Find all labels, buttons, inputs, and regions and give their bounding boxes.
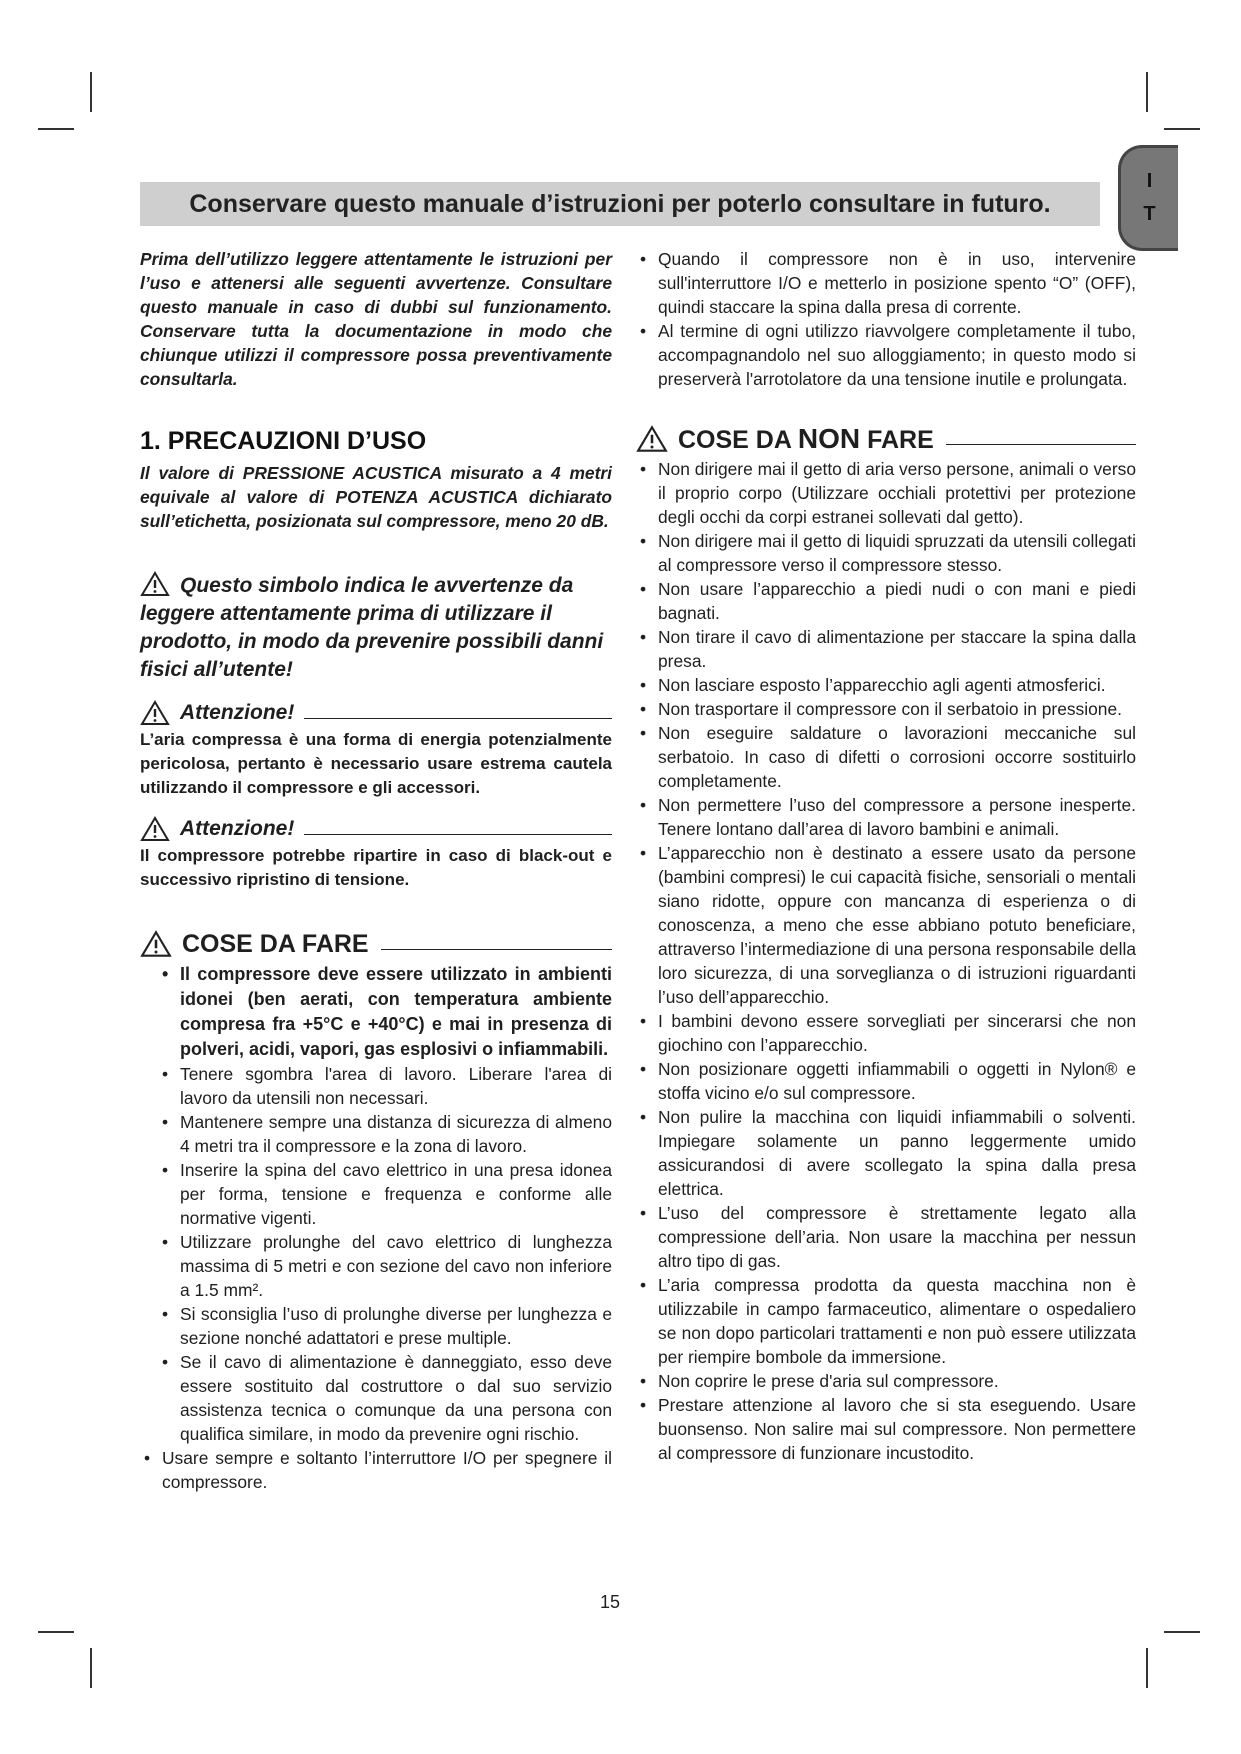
list-item: • Non pulire la macchina con liquidi infiammabili o solventi. Impiegare solamente un panno leggermente umido assicurandosi di avere scollegato la spina dalla presa elettrica. [636,1105,1136,1201]
dos-list [140,962,612,1062]
list-item: • Non permettere l’uso del compressore a persone inesperte. Tenere lontano dall’area di lavoro bambini e animali. [636,793,1136,841]
warning-icon [140,700,170,726]
list-item: • Il compressore deve essere utilizzato in ambienti idonei (ben aerati, con temperatura ambiente compresa fra +5°C e +40°C) e mai in presenza di polveri, acidi, vapori, gas esplosivi o infiammabili. [158,962,612,1062]
list-item: • Utilizzare prolunghe del cavo elettrico di lunghezza massima di 5 metri e con sezione del cavo non inferiore a 1.5 mm². [158,1230,612,1302]
usage-list [636,247,1136,391]
list-item: • Al termine di ogni utilizzo riavvolgere completamente il tubo, accompagnandolo nel suo alloggiamento; in questo modo si preserverà l'arrotolatore da una tensione inutile e prolungata. [636,319,1136,391]
language-tab [1118,145,1178,251]
pressure-note: Il valore di PRESSIONE ACUSTICA misurato a 4 metri equivale al valore di POTENZA ACUSTICA dichiarato sull’etichetta, posizionata sul compressore, meno 20 dB. [140,463,612,531]
list-item: • Non tirare il cavo di alimentazione per staccare la spina dalla presa. [636,625,1136,673]
heading-rule [304,718,612,719]
donts-title-part: COSE DA [678,425,798,454]
language-tab-letter: T [1143,203,1156,225]
heading-rule [946,444,1136,445]
page-title: Conservare questo manuale d’istruzioni per poterlo consultare in futuro. [189,189,1051,218]
language-tab-letter: I [1146,170,1153,192]
donts-title [678,422,934,454]
list-item: • Si sconsiglia l’uso di prolunghe diverse per lunghezza e sezione nonché adattatori e prese multiple. [158,1302,612,1350]
crop-mark [1146,1648,1148,1688]
crop-mark [90,1648,92,1688]
list-item: • Usare sempre e soltanto l’interruttore I/O per spegnere il compressore. [140,1446,612,1494]
section-heading: 1. PRECAUZIONI D’USO [140,427,427,455]
list-item: • Mantenere sempre una distanza di sicurezza di almeno 4 metri tra il compressore e la zona di lavoro. [158,1110,612,1158]
heading-rule [381,949,612,950]
attention-heading [140,816,612,842]
crop-mark [1164,1631,1200,1633]
donts-title-emphasis: NON [797,422,861,454]
list-item: • Non trasportare il compressore con il serbatoio in pressione. [636,697,1136,721]
list-item: • Se il cavo di alimentazione è danneggiato, esso deve essere sostituito dal costruttore o dal suo servizio assistenza tecnica o comunque da una persona con qualifica similare, in modo da prevenire ogni rischio. [158,1350,612,1446]
crop-mark [1146,72,1148,112]
crop-mark [1164,128,1200,130]
warning-icon [140,571,170,597]
list-item: • Quando il compressore non è in uso, intervenire sull'interruttore I/O e metterlo in posizione spento “O” (OFF), quindi staccare la spina dalla presa di corrente. [636,247,1136,319]
left-column [140,247,612,1494]
crop-mark [90,72,92,112]
symbol-note-text: Questo simbolo indica le avvertenze da leggere attentamente prima di utilizzare il prodotto, in modo da prevenire possibili danni fisici all’utente! [140,574,604,681]
right-column [636,247,1136,1465]
list-item: • L’apparecchio non è destinato a essere usato da persone (bambini compresi) le cui capacità fisiche, sensoriali o mentali siano ridotte, oppure con mancanza di esperienza o di conoscenza, a meno che esse abbiano potuto beneficiare, attraverso l’intermediazione di una persona responsabile della loro sicurezza, di una sorveglianza o di istruzioni riguardanti l’uso dell’apparecchio. [636,841,1136,1009]
list-item: • Non dirigere mai il getto di aria verso persone, animali o verso il proprio corpo (Utilizzare occhiali protettivi per protezione degli occhi da corpi estranei sollevati dal getto). [636,457,1136,529]
warning-icon [636,425,668,453]
list-item: • L’uso del compressore è strettamente legato alla compressione dell’aria. Non usare la macchina per nessun altro tipo di gas. [636,1201,1136,1273]
list-item: • Non dirigere mai il getto di liquidi spruzzati da utensili collegati al compressore verso il compressore stesso. [636,529,1136,577]
list-item: • L’aria compressa prodotta da questa macchina non è utilizzabile in campo farmaceutico, alimentare o ospedaliero se non dopo particolari trattamenti e non può essere utilizzata per riempire bombole da immersione. [636,1273,1136,1369]
dos-title: COSE DA FARE [182,930,369,958]
list-item: • Inserire la spina del cavo elettrico in una presa idonea per forma, tensione e frequenza e conforme alle normative vigenti. [158,1158,612,1230]
donts-heading [636,422,1136,454]
page-number: 15 [600,1592,621,1612]
dos-heading [140,930,612,958]
list-item: • Non coprire le prese d'aria sul compressore. [636,1369,1136,1393]
list-item: • Non eseguire saldature o lavorazioni meccaniche sul serbatoio. In caso di difetti o corrosioni occorre sostituirlo completamente. [636,721,1136,793]
attention-title: Attenzione! [180,817,295,840]
attention-heading [140,700,612,726]
dos-list [140,1062,612,1494]
donts-title-part: FARE [860,425,934,454]
intro-text: Prima dell’utilizzo leggere attentamente le istruzioni per l’uso e attenersi alle seguenti avvertenze. Consultare questo manuale in caso di dubbi sul funzionamento. Conservare tutta la documentazione in modo che chiunque utilizzi il compressore possa preventivamente consultarla. [140,249,612,389]
warning-icon [140,816,170,842]
heading-rule [304,834,612,835]
warning-icon [140,930,172,958]
attention-title: Attenzione! [180,701,295,724]
list-item: • Non lasciare esposto l’apparecchio agli agenti atmosferici. [636,673,1136,697]
list-item: • Non usare l’apparecchio a piedi nudi o con mani e piedi bagnati. [636,577,1136,625]
crop-mark [38,1631,74,1633]
list-item: • I bambini devono essere sorvegliati per sincerarsi che non giochino con l’apparecchio. [636,1009,1136,1057]
attention-text: Il compressore potrebbe ripartire in caso di black-out e successivo ripristino di tensione. [140,846,612,889]
list-item: • Tenere sgombra l'area di lavoro. Liberare l'area di lavoro da utensili non necessari. [158,1062,612,1110]
donts-list [636,457,1136,1465]
attention-text: L’aria compressa è una forma di energia potenzialmente pericolosa, pertanto è necessario usare estrema cautela utilizzando il compressore e gli accessori. [140,730,612,797]
list-item: • Prestare attenzione al lavoro che si sta eseguendo. Usare buonsenso. Non salire mai sul compressore. Non permettere al compressore di funzionare incustodito. [636,1393,1136,1465]
title-bar [140,182,1100,226]
list-item: • Non posizionare oggetti infiammabili o oggetti in Nylon® e stoffa vicino e/o sul compressore. [636,1057,1136,1105]
crop-mark [38,128,74,130]
symbol-note [140,571,612,684]
